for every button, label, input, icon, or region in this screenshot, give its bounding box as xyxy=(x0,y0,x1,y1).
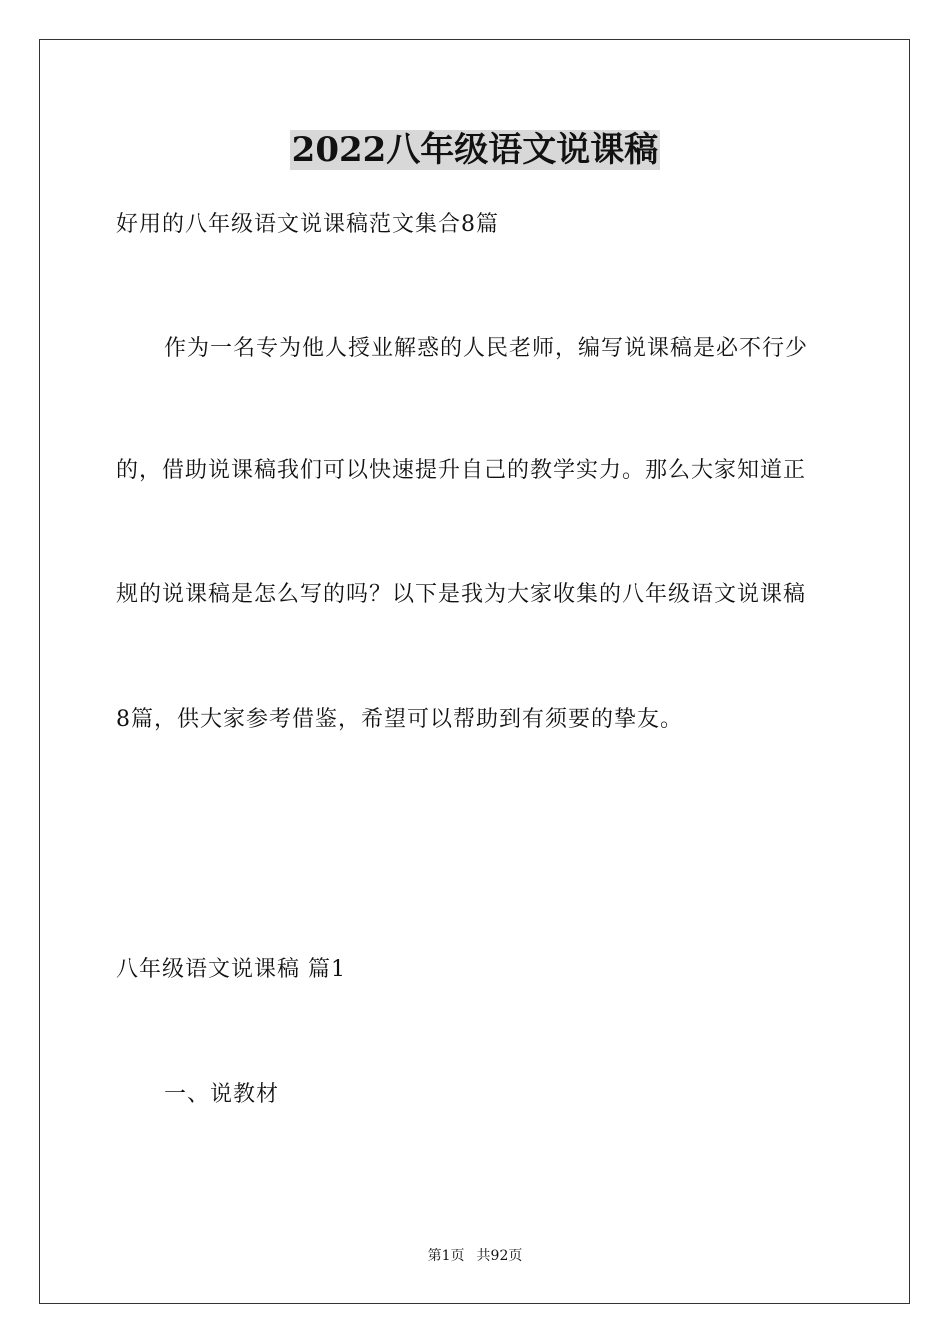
document-title xyxy=(0,126,950,174)
paragraph-line-2: 的，借助说课稿我们可以快速提升自己的教学实力。那么大家知道正 xyxy=(116,458,807,483)
document-subtitle: 好用的八年级语文说课稿范文集合8篇 xyxy=(116,212,499,237)
paragraph-line-1: 作为一名专为他人授业解惑的人民老师，编写说课稿是必不行少 xyxy=(164,336,809,361)
page-number: 第1页 xyxy=(427,1248,465,1264)
subsection-heading: 一、说教材 xyxy=(164,1082,280,1107)
section-heading: 八年级语文说课稿 篇1 xyxy=(116,957,346,982)
page-footer xyxy=(0,1246,950,1266)
paragraph-line-3: 规的说课稿是怎么写的吗？以下是我为大家收集的八年级语文说课稿 xyxy=(116,582,807,607)
document-title-text: 2022八年级语文说课稿 xyxy=(291,130,659,170)
paragraph-line-4: 8篇，供大家参考借鉴，希望可以帮助到有须要的挚友。 xyxy=(116,707,683,732)
page-total: 共92页 xyxy=(476,1248,523,1264)
